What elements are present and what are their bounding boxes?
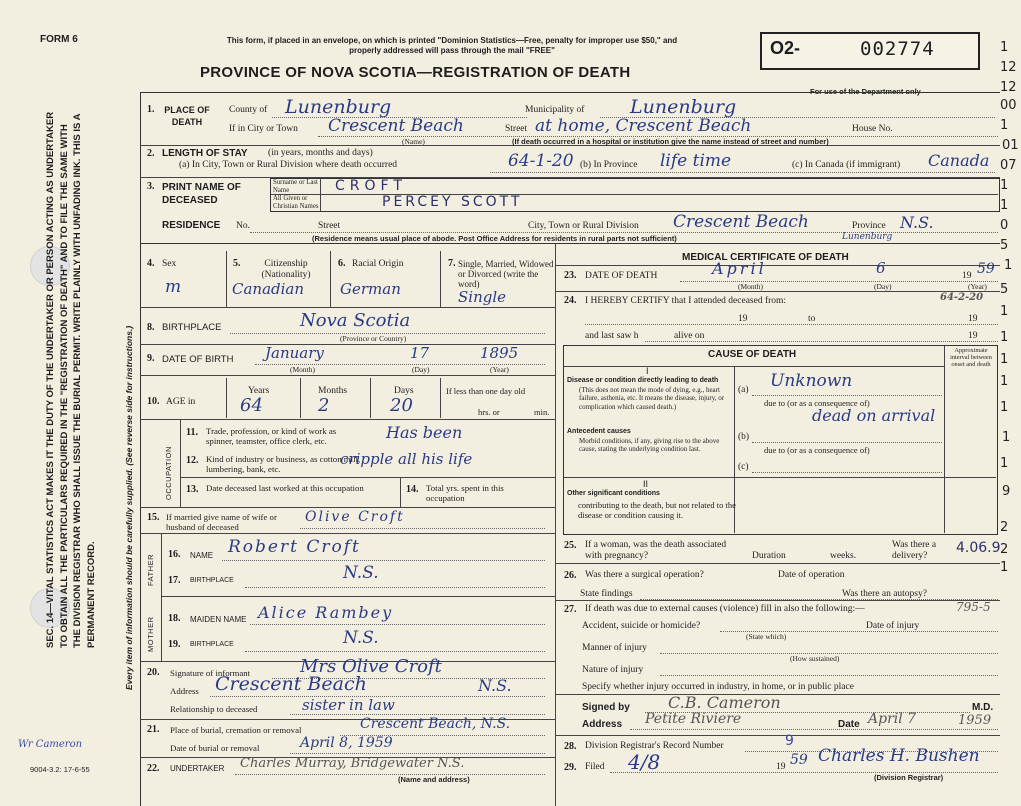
cause-c-line	[752, 472, 942, 473]
injury-code: 795-5	[956, 600, 991, 614]
dept-use-label: For use of the Department only	[810, 87, 921, 96]
other-note: contributing to the death, but not related to the disease or condition causing it.	[578, 500, 736, 520]
spouse-label: If married give name of wife or husband of deceased	[166, 512, 277, 532]
length-sub-label: (in years, months and days)	[268, 148, 373, 158]
undertaker-note: (Name and address)	[398, 775, 470, 784]
spouse-value: Olive Croft	[305, 509, 405, 525]
state-which-note: (State which)	[746, 632, 787, 641]
undertaker-label: UNDERTAKER	[170, 764, 225, 773]
prov-country-label: (Province or Country)	[340, 334, 407, 343]
immediate-note: (This does not mean the mode of dying, e.g., heart failure, asthenia, etc. It means the disease, injury, or complication which caused death.)	[579, 386, 725, 411]
med-rule-0	[555, 265, 1000, 266]
certify-19b: 19	[968, 314, 978, 324]
res-province-label: Province	[852, 221, 886, 231]
form-id: FORM 6	[40, 34, 78, 45]
father-birthplace-value: N.S.	[343, 563, 379, 583]
relationship-label: Relationship to deceased	[170, 704, 258, 714]
sig-informant-label: Signature of informant	[170, 668, 251, 678]
res-province-value: N.S.	[900, 213, 934, 232]
rule-1	[140, 145, 1000, 146]
citizenship-label: Citizenship (Nationality)	[261, 259, 311, 280]
dob-month-note: (Month)	[290, 365, 315, 374]
burial-place-label: Place of burial, cremation or removal	[170, 725, 302, 735]
rule-15	[140, 533, 555, 534]
margin-code: 9	[1002, 484, 1011, 499]
last-saw-label: and last saw h	[585, 331, 639, 341]
doc-address-line	[630, 729, 998, 730]
med-title: MEDICAL CERTIFICATE OF DEATH	[682, 252, 849, 263]
city-town-label: If in City or Town	[229, 124, 298, 134]
age-months-value: 2	[318, 395, 330, 416]
instruction-text: Every item of information should be carefully supplied. (See reverse side for instructions.)	[124, 325, 134, 690]
death-month-value: April	[712, 259, 767, 278]
surgical-label: Was there a surgical operation?	[585, 570, 704, 580]
spouse-line	[300, 528, 545, 529]
street-value: at home, Crescent Beach	[535, 116, 752, 136]
mother-label: MOTHER	[146, 616, 155, 652]
hrs-label: hrs. or	[478, 407, 500, 417]
immediate-label: Disease or condition directly leading to death	[567, 377, 719, 384]
margin-code: 00	[1000, 98, 1017, 113]
margin-code: 01	[1002, 138, 1019, 153]
delivery-note: 4.06.9	[956, 540, 1001, 556]
rule-10	[140, 419, 555, 420]
res-no-label: No.	[236, 221, 250, 231]
racial-label: Racial Origin	[352, 259, 404, 269]
age-years-value: 64	[240, 395, 263, 416]
nature-line	[660, 675, 998, 676]
min-label: min.	[534, 407, 550, 417]
autopsy-label: Was there an autopsy?	[842, 589, 927, 599]
margin-code: 12	[1000, 60, 1017, 75]
burial-date-value: April 8, 1959	[300, 735, 393, 751]
age-days-value: 20	[390, 395, 413, 416]
death-year-note: (Year)	[968, 282, 987, 291]
stay-line	[490, 172, 995, 173]
signed-by-label: Signed by	[582, 702, 630, 713]
occupation-value: Has been	[386, 423, 463, 442]
months-label: Months	[318, 386, 348, 396]
rule-14	[140, 507, 555, 508]
margin-code: 1	[1004, 258, 1013, 273]
margin-code-value: 64-2-20	[940, 292, 984, 303]
stay-canada-value: Canada	[928, 151, 990, 170]
how-sustained-note: (How sustained)	[790, 654, 840, 663]
sec22-num: 22.	[147, 763, 160, 774]
initials: Wr Cameron	[18, 739, 83, 750]
res-city-label: City, Town or Rural Division	[528, 221, 639, 231]
occ14-label: Total yrs. spent in this occupation	[426, 483, 504, 503]
manner-label: Manner of injury	[582, 643, 647, 653]
age-label: AGE in	[166, 397, 196, 407]
certify-19a: 19	[738, 314, 748, 324]
med-rule-23	[555, 291, 1000, 292]
marital-label: Single, Married, Widowed or Divorced (write the word)	[458, 259, 554, 289]
margin-code: 2	[1000, 520, 1009, 535]
res-street-label: Street	[318, 221, 341, 231]
margin-code: 12	[1000, 80, 1017, 95]
informant-address-value: Crescent Beach	[215, 673, 367, 695]
municipality-label: Municipality of	[525, 105, 585, 115]
sec1-num: 1.	[147, 104, 155, 115]
undertaker-value: Charles Murray, Bridgewater N.S.	[240, 756, 465, 771]
other-sig-label: Other significant conditions	[567, 490, 660, 497]
place-of-death-label: PLACE OF DEATH	[164, 105, 210, 127]
sec6-num: 6.	[338, 258, 346, 269]
stay-city-value: 64-1-20	[508, 151, 574, 171]
sec24-num: 24.	[564, 295, 577, 306]
margin-code: 1	[1000, 40, 1009, 55]
surname-label: Surname or Last Name	[273, 179, 318, 194]
municipality-value: Lunenburg	[630, 96, 737, 118]
marital-value: Single	[458, 288, 507, 306]
sec16-num: 16.	[168, 549, 181, 560]
filed-19-label: 19	[776, 762, 786, 772]
dob-year-note: (Year)	[490, 365, 509, 374]
res-extra: Lunenburg	[842, 232, 893, 242]
certify-line-1	[585, 324, 998, 325]
roman-2: II	[643, 479, 649, 489]
cause-c-label: (c)	[738, 462, 749, 472]
filed-date-value: 4/8	[628, 750, 661, 774]
stay-province-value: life time	[660, 151, 732, 171]
filed-label: Filed	[585, 762, 605, 772]
sex-label: Sex	[162, 259, 177, 269]
length-of-stay-label: LENGTH OF STAY	[162, 148, 248, 159]
div-registrar-note: (Division Registrar)	[874, 773, 944, 782]
occ-side	[180, 419, 181, 507]
statute-text: SEC. 14—VITAL STATISTICS ACT MAKES IT THE DUTY OF THE UNDERTAKER OR PERSON ACTING AS UNDERTAKER TO OBTAIN ALL THE PARTICULARS REQUIRED IN THE "REGISTRATION OF DEATH" AND TO FILE THE SAME WITH THE DIVISION REGISTRAR WHO SHALL ISSUE THE BURIAL PERMIT. WRITE PLAINLY WITH UNFADING INK. THIS IS A PERMANENT RECORD.	[45, 111, 97, 648]
racial-value: German	[340, 280, 401, 298]
cause-b-value: dead on arrival	[812, 406, 936, 425]
maiden-line	[250, 624, 545, 625]
margin-code: 1	[1000, 400, 1009, 415]
dob-month-value: January	[265, 344, 324, 362]
page-title: PROVINCE OF NOVA SCOTIA—REGISTRATION OF DEATH	[200, 64, 631, 81]
informant-address2-value: N.S.	[478, 676, 512, 695]
sec5-num: 5.	[233, 258, 241, 269]
occupation-label: OCCUPATION	[164, 446, 173, 500]
sec2-num: 2.	[147, 148, 155, 159]
sec19-num: 19.	[168, 639, 181, 650]
sec18-num: 18.	[168, 613, 181, 624]
birthplace-label: BIRTHPLACE	[162, 322, 222, 333]
mother-birthplace-label: BIRTHPLACE	[190, 641, 234, 648]
cause-title: CAUSE OF DEATH	[708, 349, 797, 360]
cause-col-2	[944, 346, 945, 533]
maiden-name-label: MAIDEN NAME	[190, 615, 247, 624]
due-to-2: due to (or as a consequence of)	[764, 445, 870, 455]
age-col-2	[300, 378, 301, 418]
registration-prefix: O2-	[770, 38, 801, 58]
antecedent-label: Antecedent causes	[567, 428, 631, 435]
nature-label: Nature of injury	[582, 665, 644, 675]
citizenship-value: Canadian	[232, 280, 305, 298]
margin-code: 1	[1000, 456, 1009, 471]
age-col-3	[370, 378, 371, 418]
cause-a-label: (a)	[738, 385, 749, 395]
external-label: If death was due to external causes (violence) fill in also the following:—	[585, 604, 865, 614]
given-names-value: PERCEY SCOTT	[382, 194, 523, 210]
relationship-value: sister in law	[302, 696, 395, 714]
cause-rule-head	[564, 366, 944, 367]
occ13-label: Date deceased last worked at this occupation	[206, 483, 364, 493]
mother-maiden-value: Alice Rambey	[258, 603, 394, 622]
parent-side	[161, 533, 162, 661]
sec28-num: 28.	[564, 741, 577, 752]
alive-on-label: alive on	[674, 331, 705, 341]
father-birth-line	[245, 587, 545, 588]
pregnancy-label: If a woman, was the death associated with pregnancy?	[585, 540, 727, 561]
sec23-num: 23.	[564, 270, 577, 281]
certify-label: I HEREBY CERTIFY that I attended deceased from:	[585, 296, 787, 306]
margin-code: 1	[1000, 118, 1009, 133]
father-label: FATHER	[146, 553, 155, 586]
record-number-label: Division Registrar's Record Number	[585, 741, 724, 751]
rule-9	[140, 375, 555, 376]
col-5-6	[330, 251, 331, 307]
duration-label: Duration	[752, 551, 786, 561]
sec10-num: 10.	[147, 396, 160, 407]
death-year-value: 59	[977, 261, 995, 277]
sec7-num: 7.	[448, 258, 456, 269]
city-town-value: Crescent Beach	[328, 116, 464, 136]
record-number-value: 9	[785, 733, 794, 749]
years-label: Years	[248, 386, 270, 396]
sec9-num: 9.	[147, 353, 155, 364]
rule-3	[140, 243, 1000, 244]
certify-line-2	[645, 341, 998, 342]
margin-code: 07	[1000, 158, 1017, 173]
filed-year-value: 59	[790, 752, 808, 768]
undertaker-line	[235, 774, 545, 775]
sec3-num: 3.	[147, 181, 155, 192]
given-label: All Given or Christian Names	[273, 195, 319, 210]
father-name-label: NAME	[190, 551, 214, 560]
name-grid-mid	[270, 194, 998, 195]
burial-date-label: Date of burial or removal	[170, 743, 260, 753]
burial-date-line	[290, 753, 545, 754]
father-name-line	[222, 560, 545, 561]
approx-interval-label: Approximate interval between onset and death	[950, 347, 992, 368]
certify-to: to	[808, 314, 816, 324]
sec11-num: 11.	[186, 427, 198, 438]
sec27-num: 27.	[564, 604, 577, 615]
date-injury-label: Date of injury	[866, 621, 920, 631]
res-note: (Residence means usual place of abode. Post Office Address for residents in rural parts not sufficient)	[312, 234, 677, 243]
mother-birthplace-value: N.S.	[343, 628, 379, 648]
antecedent-note: Morbid conditions, if any, giving rise to the above cause, stating the underlying condition last.	[579, 437, 720, 454]
margin-code: 1	[1000, 374, 1009, 389]
sec15-num: 15.	[147, 512, 160, 523]
house-no-label: House No.	[852, 124, 893, 134]
mail-notice: This form, if placed in an envelope, on which is printed "Dominion Statistics—Free, penalty for improper use $50," and properly addressed will pass through the mail "FREE"	[226, 36, 678, 55]
stay-c-label: (c) In Canada (if immigrant)	[792, 160, 901, 170]
death-year-label: 19	[962, 271, 972, 281]
rule-12	[180, 477, 555, 478]
death-month-note: (Month)	[738, 282, 763, 291]
cause-rule-2	[564, 477, 996, 478]
margin-code: 0	[1000, 218, 1009, 233]
specify-label: Specify whether injury occurred in industry, in home, or in public place	[582, 682, 854, 692]
sec20-num: 20.	[147, 667, 160, 678]
dob-year-value: 1895	[480, 344, 519, 362]
med-rule-sign	[555, 735, 1000, 736]
form-left-border	[140, 92, 141, 806]
occ-col-13-14	[400, 477, 401, 507]
sec8-num: 8.	[147, 322, 155, 333]
occ11-label: Trade, profession, or kind of work as spinner, teamster, office clerk, etc.	[206, 426, 337, 446]
cause-a-value: Unknown	[770, 371, 853, 391]
margin-code: 2	[1000, 542, 1009, 557]
industry-value: cripple all his life	[340, 450, 473, 468]
dob-day-value: 17	[410, 344, 430, 362]
form-code: 9004-3.2: 17-6-55	[30, 765, 90, 774]
doc-year-value: 1959	[958, 713, 992, 728]
rule-17	[161, 596, 555, 597]
informant-value: Mrs Olive Croft	[300, 656, 442, 677]
sec14-num: 14.	[406, 484, 419, 495]
sec17-num: 17.	[168, 575, 181, 586]
registration-number: 002774	[860, 38, 935, 60]
county-label: County of	[229, 105, 268, 115]
stay-b-label: (b) In Province	[580, 160, 638, 170]
rule-4	[140, 307, 555, 308]
burial-place-value: Crescent Beach, N.S.	[360, 716, 511, 732]
lt-day-label: If less than one day old	[446, 386, 526, 396]
certify-19c: 19	[968, 331, 978, 341]
res-city-value: Crescent Beach	[673, 212, 809, 232]
margin-code: 1	[1000, 352, 1009, 367]
weeks-label: weeks.	[830, 551, 857, 561]
doc-address-value: Petite Riviere	[645, 711, 742, 727]
sec21-num: 21.	[147, 724, 160, 735]
sec13-num: 13.	[186, 484, 199, 495]
relationship-line	[290, 714, 545, 715]
med-rule-26	[555, 600, 1000, 601]
county-value: Lunenburg	[285, 96, 392, 118]
age-col-1	[226, 378, 227, 418]
father-birthplace-label: BIRTHPLACE	[190, 577, 234, 584]
sec26-num: 26.	[564, 570, 577, 581]
signed-by-value: C.B. Cameron	[668, 693, 781, 712]
margin-code: 5	[1000, 238, 1009, 253]
date-op-label: Date of operation	[778, 570, 845, 580]
sec4-num: 4.	[147, 258, 155, 269]
margin-code: 1	[1000, 560, 1009, 575]
margin-code: 1	[1000, 304, 1009, 319]
occ12-label: Kind of industry or business, as cotton mill, lumbering, bank, etc.	[206, 454, 361, 474]
cause-a-line	[752, 395, 942, 396]
due-to-1: due to (or as a consequence of)	[764, 398, 870, 408]
death-date-line	[680, 281, 998, 282]
med-rule-25	[555, 563, 1000, 564]
stay-a-label: (a) In City, Town or Rural Division where death occurred	[179, 160, 398, 170]
dob-label: DATE OF BIRTH	[162, 354, 234, 365]
name-note: (Name)	[402, 137, 425, 146]
md-label: M.D.	[972, 702, 994, 713]
col-6-7	[440, 251, 441, 307]
margin-code: 1	[1000, 178, 1009, 193]
dob-day-note: (Day)	[412, 365, 430, 374]
death-day-note: (Day)	[874, 282, 892, 291]
sec25-num: 25.	[564, 540, 577, 551]
informant-address-label: Address	[170, 686, 199, 696]
hospital-note: (If death occurred in a hospital or institution give the name instead of street and number)	[512, 137, 829, 146]
margin-code: 1	[1000, 330, 1009, 345]
date-of-death-label: DATE OF DEATH	[585, 271, 658, 281]
registrar-value: Charles H. Bushen	[818, 746, 980, 766]
surname-value: CROFT	[335, 178, 407, 194]
margin-code: 1	[1002, 430, 1011, 445]
margin-code: 5	[1000, 282, 1009, 297]
mid-divider	[555, 243, 556, 806]
doc-date-value: April 7	[868, 711, 917, 727]
state-findings-label: State findings	[580, 589, 633, 599]
cause-b-line	[752, 442, 942, 443]
sec29-num: 29.	[564, 762, 577, 773]
birthplace-value: Nova Scotia	[300, 310, 411, 331]
death-day-value: 6	[876, 259, 886, 277]
rule-top	[140, 92, 1000, 93]
col-4-5	[226, 251, 227, 307]
delivery-label: Was there a delivery?	[892, 540, 937, 561]
margin-code: 1	[1000, 198, 1009, 213]
mother-birth-line	[245, 651, 545, 652]
doc-address-label: Address	[582, 719, 623, 730]
days-label: Days	[394, 386, 414, 396]
sex-value: m	[165, 277, 182, 297]
age-col-4	[440, 378, 441, 418]
roman-1: I	[646, 366, 649, 376]
print-name-label: PRINT NAME OF DECEASED	[162, 182, 241, 206]
accident-label: Accident, suicide or homicide?	[582, 621, 701, 631]
doc-date-label: Date	[838, 719, 860, 730]
street-label: Street	[505, 124, 528, 134]
sec12-num: 12.	[186, 455, 199, 466]
father-name-value: Robert Croft	[228, 537, 361, 557]
cause-b-label: (b)	[738, 432, 750, 442]
residence-label: RESIDENCE	[162, 220, 221, 231]
